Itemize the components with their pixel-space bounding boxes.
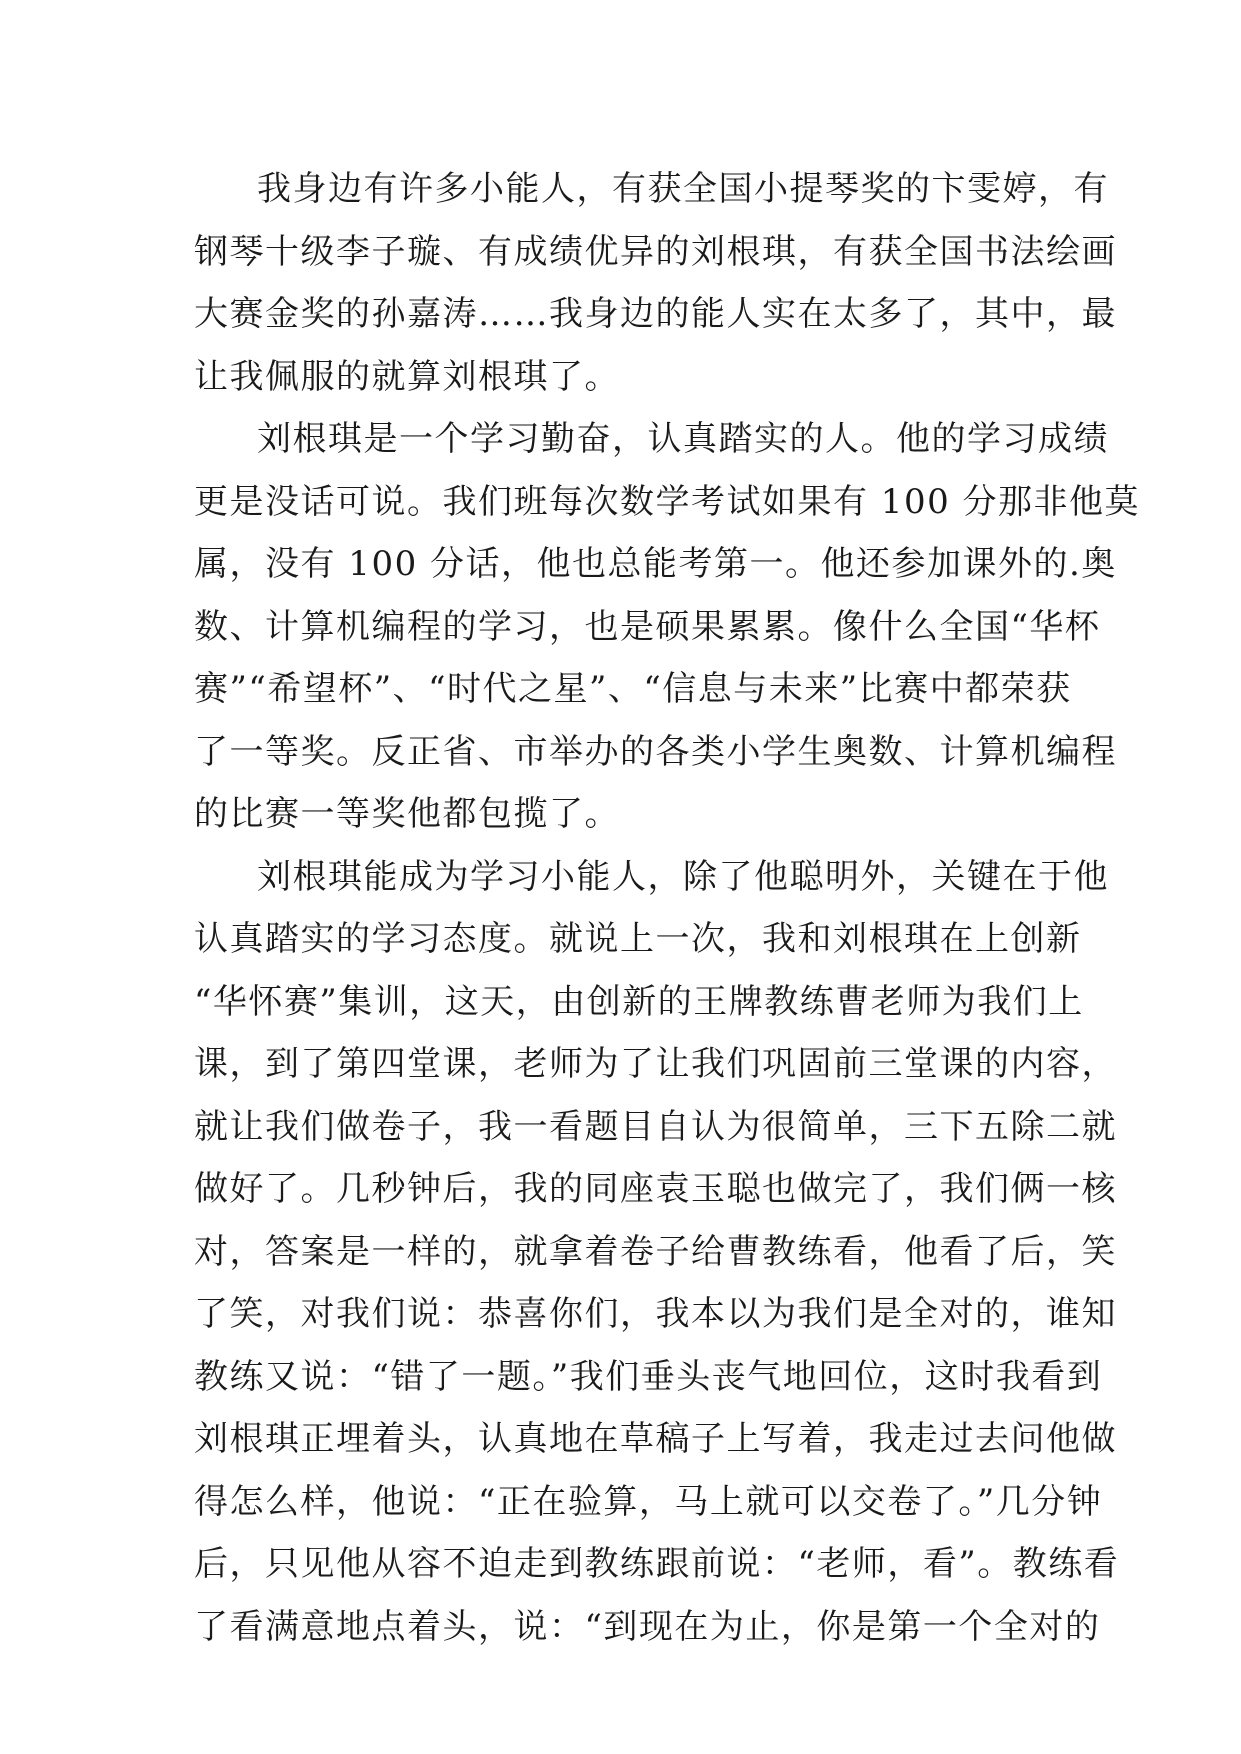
paragraph-2-line-3: 属，没有 100 分话，他也总能考第一。他还参加课外的.奥 — [194, 544, 1117, 584]
paragraph-2-line-2: 更是没话可说。我们班每次数学考试如果有 100 分那非他莫 — [194, 481, 1141, 522]
paragraph-3-line-5: 就让我们做卷子，我一看题目自认为很简单，三下五除二就 — [194, 1106, 1117, 1147]
paragraph-3-line-4: 课，到了第四堂课，老师为了让我们巩固前三堂课的内容， — [194, 1044, 1117, 1084]
paragraph-3-line-10: 刘根琪正埋着头，认真地在草稿子上写着，我走过去问他做 — [194, 1419, 1117, 1459]
paragraph-3-line-8: 了笑，对我们说：恭喜你们，我本以为我们是全对的，谁知 — [194, 1294, 1117, 1334]
paragraph-2-line-1: 刘根琪是一个学习勤奋，认真踏实的人。他的学习成绩 — [257, 419, 1109, 459]
paragraph-3-line-9: 教练又说：“错了一题。”我们垂头丧气地回位，这时我看到 — [194, 1356, 1103, 1397]
paragraph-3-line-11: 得怎么样，他说：“正在验算，马上就可以交卷了。”几分钟 — [194, 1481, 1103, 1522]
paragraph-2-line-7: 的比赛一等奖他都包揽了。 — [194, 794, 620, 834]
paragraph-1-line-4: 让我佩服的就算刘根琪了。 — [194, 356, 620, 397]
paragraph-3-line-3: “华怀赛”集训，这天，由创新的王牌教练曹老师为我们上 — [194, 981, 1084, 1022]
paragraph-1-line-3: 大赛金奖的孙嘉涛……我身边的能人实在太多了，其中，最 — [194, 294, 1117, 334]
paragraph-3-line-7: 对，答案是一样的，就拿着卷子给曹教练看，他看了后，笑 — [194, 1231, 1117, 1272]
essay-body — [194, 158, 1141, 1658]
paragraph-3-line-13: 了看满意地点着头，说：“到现在为止，你是第一个全对的 — [194, 1606, 1101, 1647]
paragraph-1-line-1: 我身边有许多小能人，有获全国小提琴奖的卞雯婷，有 — [257, 169, 1109, 209]
paragraph-3-line-2: 认真踏实的学习态度。就说上一次，我和刘根琪在上创新 — [194, 919, 1082, 959]
paragraph-2-line-6: 了一等奖。反正省、市举办的各类小学生奥数、计算机编程 — [194, 731, 1117, 772]
paragraph-3-line-1: 刘根琪能成为学习小能人，除了他聪明外，关键在于他 — [257, 856, 1109, 897]
paragraph-3-line-6: 做好了。几秒钟后，我的同座袁玉聪也做完了，我们俩一核 — [194, 1169, 1117, 1209]
paragraph-1-line-2: 钢琴十级李子璇、有成绩优异的刘根琪，有获全国书法绘画 — [194, 231, 1117, 272]
paragraph-2-line-5: 赛”“希望杯”、“时代之星”、“信息与未来”比赛中都荣获 — [194, 669, 1072, 709]
paragraph-2-line-4: 数、计算机编程的学习，也是硕果累累。像什么全国“华杯 — [194, 606, 1101, 647]
paragraph-3-line-12: 后，只见他从容不迫走到教练跟前说：“老师，看”。教练看 — [194, 1544, 1120, 1584]
